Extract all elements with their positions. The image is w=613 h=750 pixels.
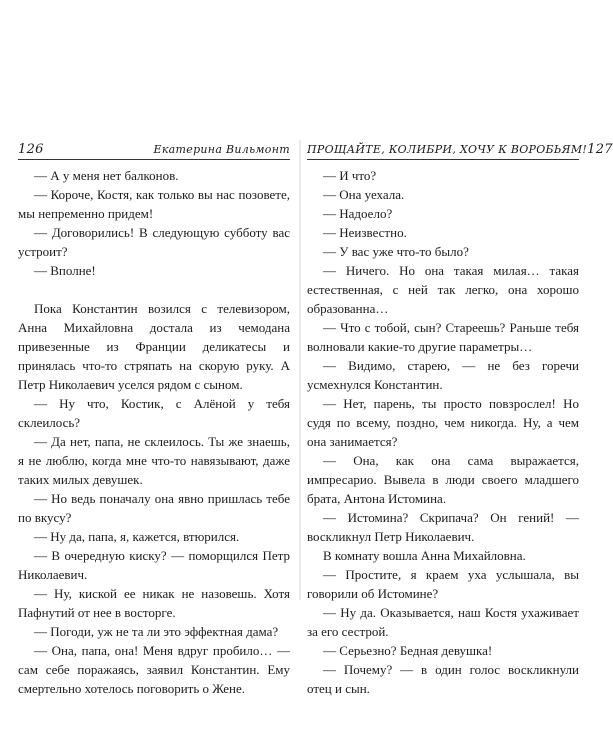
paragraph: В комнату вошла Анна Михайловна. (323, 548, 526, 563)
paragraph: — Она, как она сама выражается, импресарио. Вывела в люди своего младшего брата, Антона Истомина. (307, 453, 579, 506)
paragraph: — Погоди, уж не та ли это эффектная дама? (34, 624, 279, 639)
left-running-head (18, 143, 290, 160)
paragraph: — Видимо, старею, — не без горечи усмехнулся Константин. (307, 358, 579, 392)
paragraph: Пока Константин возился с телевизором, Анна Михайловна достала из чемодана привезенные из Франции деликатесы и принялась что-то стряпать на скорую руку. А Петр Николаевич уселся рядом с сыном. (18, 301, 290, 392)
right-running-head (307, 142, 613, 160)
paragraph: — Неизвестно. (323, 225, 407, 240)
paragraph: — В очередную киску? — поморщился Петр Николаевич. (18, 548, 290, 582)
paragraph: — И что? (323, 168, 377, 183)
paragraph: — Серьезно? Бедная девушка! (323, 643, 493, 658)
left-page (18, 143, 290, 698)
left-page-number: 126 (18, 142, 44, 157)
paragraph: — Но ведь поначалу она явно пришлась тебе по вкусу? (18, 491, 290, 525)
paragraph: — Она уехала. (323, 187, 405, 202)
paragraph: — Она, папа, она! Меня вдруг пробило… — сам себе поражаясь, заявил Константин. Ему смертельно хотелось поговорить о Жене. (18, 643, 290, 696)
paragraph: — Ну что, Костик, с Алёной у тебя склеилось? (18, 396, 290, 430)
paragraph: — А у меня нет балконов. (34, 168, 179, 183)
paragraph: — Почему? — в один голос воскликнули отец и сын. (307, 662, 579, 696)
paragraph: — Ничего. Но она такая милая… такая естественная, с ней так легко, она хорошо образованна… (307, 263, 579, 316)
paragraph: — Ну, киской ее никак не назовешь. Хотя Пафнутий от нее в восторге. (18, 586, 290, 620)
paragraph: — Надоело? (323, 206, 393, 221)
paragraph: — Простите, я краем уха услышала, вы говорили об Истомине? (307, 567, 579, 601)
paragraph: — Вполне! (34, 263, 96, 278)
paragraph: — Ну да. Оказывается, наш Костя ухаживает за его сестрой. (307, 605, 579, 639)
paragraph: — Что с тобой, сын? Стареешь? Раньше тебя волновали какие-то другие параметры… (307, 320, 579, 354)
left-running-title: Екатерина Вильмонт (153, 143, 290, 156)
paragraph: — Договорились! В следующую субботу вас устроит? (18, 225, 290, 259)
left-body-text (18, 166, 290, 698)
right-body-text (307, 166, 579, 698)
right-running-title: ПРОЩАЙТЕ, КОЛИБРИ, ХОЧУ К ВОРОБЬЯМ! (307, 143, 588, 156)
right-page (307, 142, 613, 698)
paragraph: — Нет, парень, ты просто повзрослел! Но судя по всему, поздно, чем никогда. Ну, а чем она занимается? (307, 396, 579, 449)
paragraph: — Да нет, папа, не склеилось. Ты же знаешь, я не люблю, когда мне что-то навязывают, даже таких милых девушек. (18, 434, 290, 487)
paragraph: — Ну да, папа, я, кажется, втюрился. (34, 529, 240, 544)
paragraph: — Истомина? Скрипача? Он гений! — воскликнул Петр Николаевич. (307, 510, 579, 544)
paragraph: — У вас уже что-то было? (323, 244, 469, 259)
book-gutter (299, 140, 301, 600)
right-page-number: 127 (587, 142, 613, 157)
paragraph: — Короче, Костя, как только вы нас позовете, мы непременно придем! (18, 187, 290, 221)
